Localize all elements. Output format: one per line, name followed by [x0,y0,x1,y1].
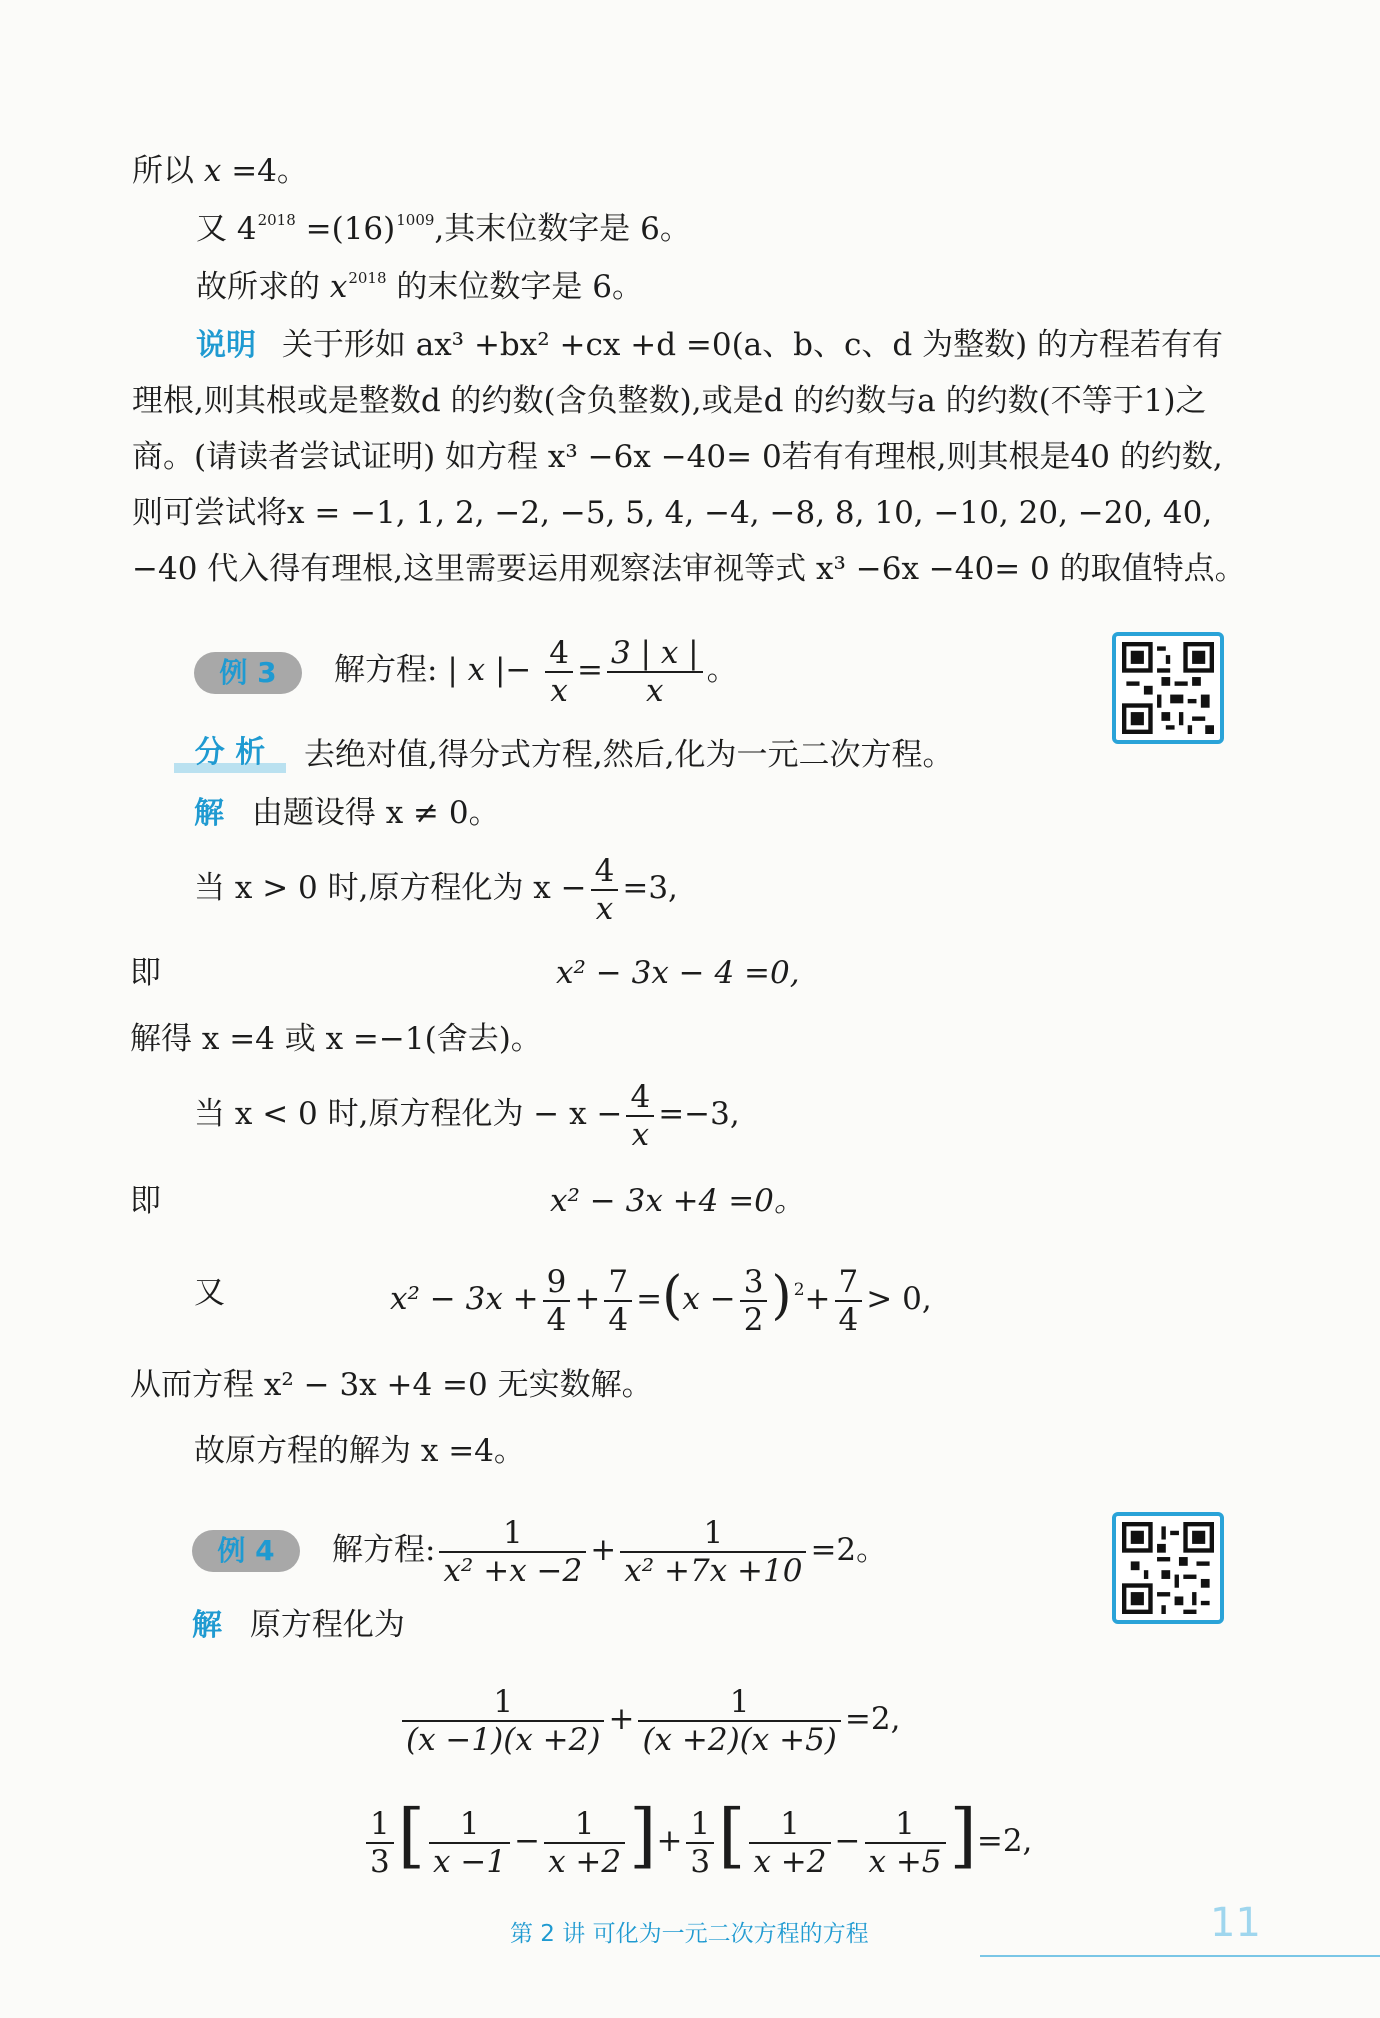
example-3-badge: 例 3 [194,652,302,694]
note-line: 商。(请读者尝试证明) 如方程 x³ −6x −40= 0若有有理根,则其根是40 的约数, [132,439,1223,475]
step-2: $\frac{1}{3}$ [ $\frac{1}{x -1}$ − $\frac{1}{x +2}$ ]+ $\frac{1}{3}$ [ $\frac{1}{x +2}$ − $\frac{1}{x +5}$ ]=2, [362,1782,1032,1886]
note-line: 理根,则其根或是整数d 的约数(含负整数),或是d 的约数与a 的约数(不等于1)之 [132,383,1207,419]
you-label: 又 [194,1275,225,1311]
fraction: $\frac{7}{4}$ [835,1264,863,1338]
completing-square: x² − 3x + $\frac{9}{4}$ + $\frac{7}{4}$ =(x − $\frac{3}{2}$ ) $^2$+ $\frac{7}{4}$ > 0, [390,1263,932,1338]
qr-code[interactable] [1112,632,1224,744]
no-real-solution: 从而方程 x² − 3x +4 =0 无实数解。 [130,1367,653,1403]
note-line: 说明 关于形如 ax³ +bx² +cx +d =0(a、b、c、d 为整数) 的方程若有有 [196,327,1224,363]
fraction: $\frac{7}{4}$ [604,1264,632,1338]
fraction: $\frac{1}{\text{x² +7x +10}}$ [620,1515,806,1589]
fraction: $\frac{1}{x -1}$ [429,1806,510,1880]
note-label: 说明 [196,328,256,363]
roots: 解得 x =4 或 x =−1(舍去)。 [130,1021,542,1057]
fraction: $\frac{1}{\text{x² +x −2}}$ [439,1515,586,1589]
fraction: $\frac{4}{x}$ [591,853,619,927]
solution-label: 解 [192,1608,222,1643]
qr-code[interactable] [1112,1512,1224,1624]
text-line: 所以 x =4。 [132,153,308,189]
text-line: 又 $4^{2018} =(16)^{1009}$,其末位数字是 6。 [196,211,691,247]
analysis-text: 去绝对值,得分式方程,然后,化为一元二次方程。 [304,737,954,773]
solution-line: 解 原方程化为 [192,1607,405,1643]
fraction: $\frac{1}{3}$ [686,1806,714,1880]
fraction: $\frac{1}{x +2}$ [544,1806,625,1880]
final-answer: 故原方程的解为 x =4。 [194,1433,525,1469]
fraction: $\frac{3}{2}$ [740,1264,768,1338]
note-line: 则可尝试将x = −1, 1, 2, −2, −5, 5, 4, −4, −8, 8, 10, −10, 20, −20, 40, [132,495,1213,531]
qr-code-icon [1122,642,1214,734]
fraction: $\frac{1}{x +2}$ [749,1806,830,1880]
example-4-badge: 例 4 [192,1530,300,1572]
case-1: 当 x > 0 时,原方程化为 x − $\frac{4}{x}$ =3, [194,852,678,927]
equation: x² − 3x +4 =0。 [550,1183,805,1219]
fraction: $\frac{4}{x}$ [626,1079,654,1153]
equation: x² − 3x − 4 =0, [556,955,800,991]
solution-line: 解 由题设得 x ≠ 0。 [194,795,500,831]
step-1: $\frac{1}{(x -1)(x +2)}$ + $\frac{1}{(x +2)(x +5)}$ =2, [398,1674,900,1764]
page-number: 11 [1210,1900,1261,1946]
example-3-problem: 解方程: | x |− $\frac{4}{x}$ = $\frac{3 | x |}{x}$ 。 [334,634,738,709]
example-4-problem: 解方程: $\frac{1}{\text{x² +x −2}}$ + $\frac{1}{\text{x² +7x +10}}$ =2。 [332,1514,888,1589]
fraction: $\frac{9}{4}$ [543,1264,571,1338]
note-line: −40 代入得有理根,这里需要运用观察法审视等式 x³ −6x −40= 0 的取值特点。 [132,551,1246,587]
fraction: $\frac{1}{(x -1)(x +2)}$ [402,1684,604,1758]
chapter-title: 第 2 讲 可化为一元二次方程的方程 [510,1921,869,1947]
text-line: 故所求的 $x^{2018}$ 的末位数字是 6。 [196,269,643,305]
ji-label: 即 [130,955,161,991]
footer-divider [980,1955,1380,1957]
fraction: $\frac{1}{3}$ [366,1806,394,1880]
fraction: $\frac{1}{(x +2)(x +5)}$ [638,1684,840,1758]
qr-code-icon [1122,1522,1214,1614]
fraction: $\frac{1}{x +5}$ [865,1806,946,1880]
case-2: 当 x < 0 时,原方程化为 − x − $\frac{4}{x}$ =−3, [194,1078,740,1153]
ji-label: 即 [130,1183,161,1219]
analysis-label: 分 析 [176,735,284,775]
fraction: $\frac{4}{x}$ [545,635,573,709]
fraction: $\frac{3 | x |}{x}$ [607,635,703,709]
solution-label: 解 [194,796,224,831]
